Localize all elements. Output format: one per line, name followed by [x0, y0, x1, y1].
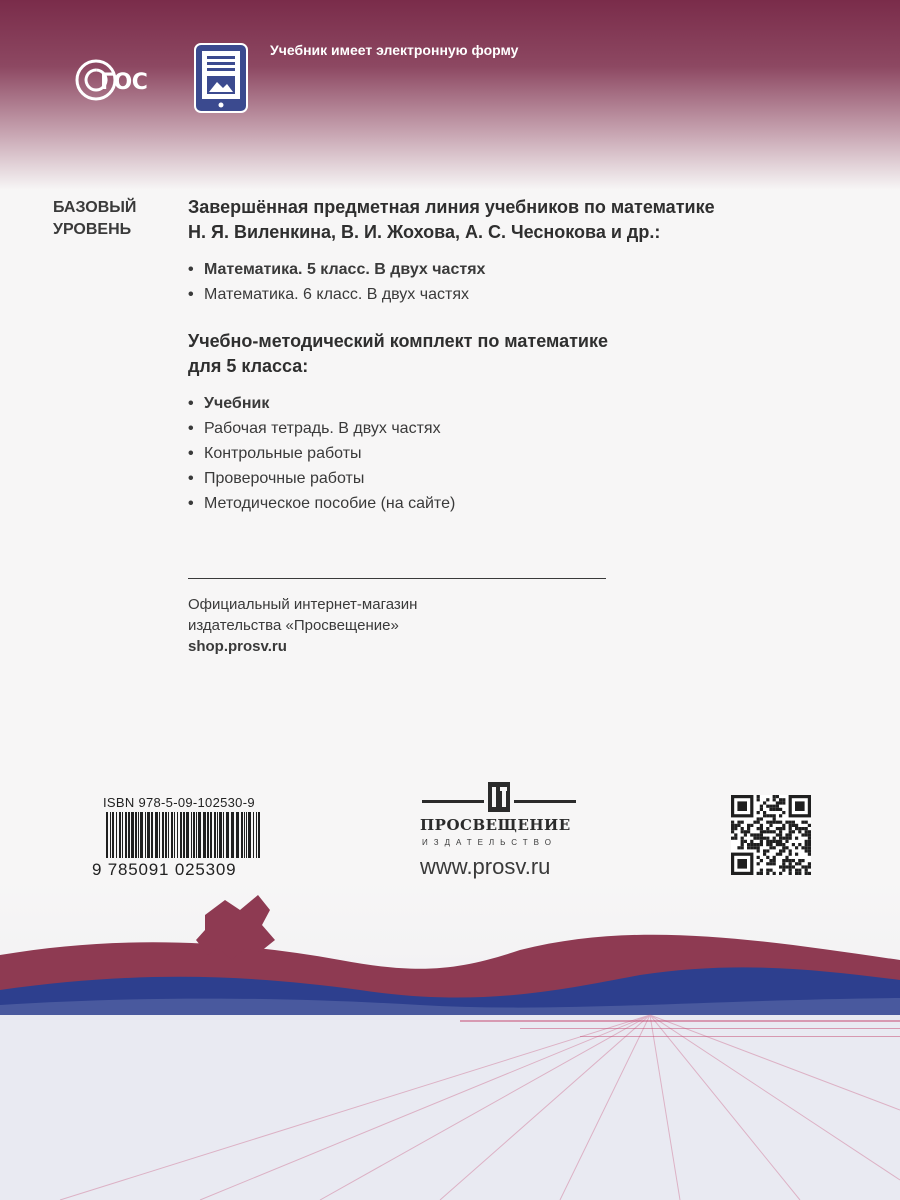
divider [188, 578, 606, 579]
publisher-name: ПРОСВЕЩЕНИЕ [420, 816, 571, 834]
umk-title [188, 329, 828, 379]
level-line-1: БАЗОВЫЙ [53, 199, 137, 216]
list-item: • Рабочая тетрадь. В двух частях [188, 416, 828, 441]
shop-url-link[interactable]: shop.prosv.ru [188, 638, 287, 655]
fgos-logo-text: ГОС [100, 70, 148, 95]
list-item: • Проверочные работы [188, 466, 828, 491]
shop-line-1: Официальный интернет-магазин [188, 596, 418, 613]
shop-line-2: издательства «Просвещение» [188, 617, 399, 634]
tablet-ebook-icon [193, 42, 249, 114]
level-label [53, 197, 136, 241]
publisher-sub: ИЗДАТЕЛЬСТВО [422, 838, 557, 847]
shop-info [188, 594, 417, 657]
list-item: • Математика. 6 класс. В двух частях [188, 282, 828, 307]
umk-title-2: для 5 класса: [188, 356, 309, 376]
list-item: • Контрольные работы [188, 441, 828, 466]
main-content [188, 195, 828, 516]
umk-title-1: Учебно-методический комплект по математике [188, 331, 608, 351]
qr-code-icon [731, 795, 811, 875]
list-item: • Математика. 5 класс. В двух частях [188, 257, 828, 282]
list-item: • Учебник [188, 391, 828, 416]
decorative-waves [0, 880, 900, 1200]
publisher-url-link[interactable]: www.prosv.ru [420, 854, 551, 879]
list-item: • Методическое пособие (на сайте) [188, 491, 828, 516]
level-line-2: УРОВЕНЬ [53, 221, 132, 238]
line-series-title-2: Н. Я. Виленкина, В. И. Жохова, А. С. Чеснокова и др.: [188, 222, 661, 242]
barcode-icon [104, 812, 264, 858]
line-series-title-1: Завершённая предметная линия учебников по математике [188, 197, 715, 217]
isbn-label: ISBN 978-5-09-102530-9 [103, 795, 255, 810]
barcode-digits: 9 785091 025309 [92, 860, 237, 879]
line-series-title [188, 195, 828, 245]
line-series-list [188, 257, 828, 307]
umk-list [188, 391, 828, 516]
eform-note: Учебник имеет электронную форму [270, 42, 519, 58]
